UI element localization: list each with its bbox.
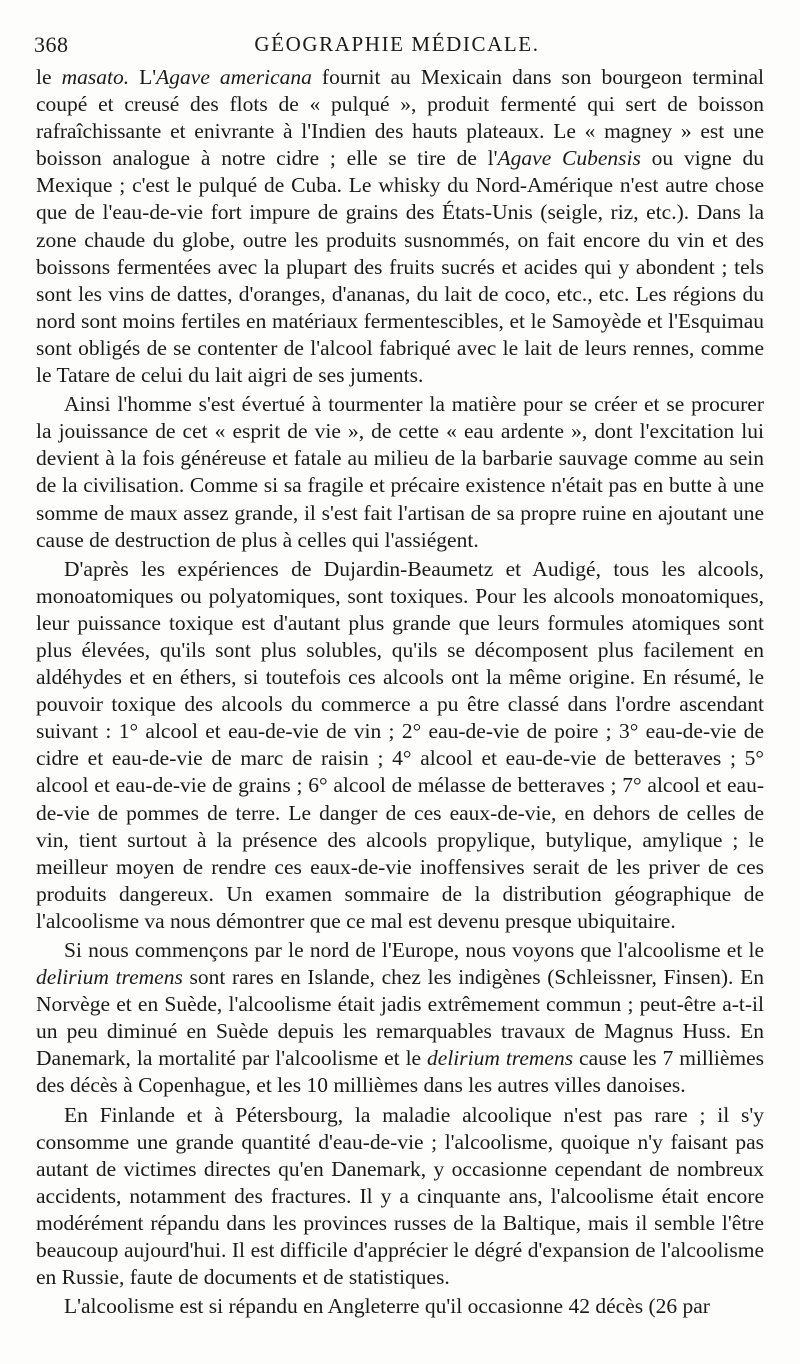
running-head xyxy=(34,30,760,58)
text-run: L' xyxy=(129,65,157,89)
text-run: sont rares en Islande, chez les indigènes (Schleissner, Finsen). En Norvège et en Suède, l'alcoolisme était jadis extrêmement commun ; peut-être a-t-il un peu diminué en Suède depuis les remarquables travaux de Magnus Huss. En Danemark, la mortalité par l'alcoolisme et le xyxy=(36,965,764,1071)
paragraph xyxy=(36,1102,764,1292)
text-run: Ainsi l'homme s'est évertué à tourmenter la matière pour se créer et se procurer la jouissance de cet « esprit de vie », de cette « eau ardente », dont l'excitation lui devient à la fois généreuse et fatale au milieu de la barbarie sauvage comme au sein de la civilisation. Comme si sa fragile et précaire existence n'était pas en butte à une somme de maux assez grande, il s'est fait l'artisan de sa propre ruine en ajoutant une cause de destruction de plus à celles qui l'assiégent. xyxy=(36,392,764,552)
text-run: cause les 7 millièmes des décès à Copenhague, et les 10 millièmes dans les autres villes danoises. xyxy=(36,1046,764,1098)
paragraph xyxy=(36,937,764,1100)
text-run: L'alcoolisme est si répandu en Angleterre qu'il occasionne 42 décès (26 par xyxy=(64,1294,710,1319)
italic-term: delirium tremens xyxy=(427,1046,574,1071)
running-title: GÉOGRAPHIE MÉDICALE. xyxy=(254,32,540,56)
paragraph xyxy=(36,64,764,389)
text-run: D'après les expériences de Dujardin-Beaumetz et Audigé, tous les alcools, monoatomiques ou polyatomiques, sont toxiques. Pour les alcools monoatomiques, leur puissance toxique est d'autant plus grande que leurs formules atomiques sont plus élevées, qu'ils sont plus solubles, qu'ils se décomposent plus facilement en aldéhydes et en éthers, si toutefois ces alcools ont la même origine. En résumé, le pouvoir toxique des alcools du commerce a pu être classé dans l'ordre ascendant suivant : 1° alcool et eau-de-vie de vin ; 2° eau-de-vie de poire ; 3° eau-de-vie de cidre et eau-de-vie de marc de raisin ; 4° alcool et eau-de-vie de betteraves ; 5° alcool et eau-de-vie de grains ; 6° alcool de mélasse de betteraves ; 7° alcool et eau-de-vie de pommes de terre. Le danger de ces eaux-de-vie, en dehors de celles de vin, tient surtout à la présence des alcools propylique, butylique, amylique ; le meilleur moyen de rendre ces eaux-de-vie inoffensives serait de les priver de ces produits dangereux. Un examen sommaire de la distribution géographique de l'alcoolisme va nous démontrer que ce mal est devenu presque ubiquitaire. xyxy=(36,556,764,933)
italic-term: Agave Cubensis xyxy=(497,146,641,171)
text-run: ou vigne du Mexique ; c'est le pulqué de Cuba. Le whisky du Nord-Amérique n'est autre chose que de l'eau-de-vie fort impure de grains des États-Unis (seigle, riz, etc.). Dans la zone chaude du globe, outre les produits susnommés, on fait encore du vin et des boissons fermentées avec la plupart des fruits sucrés et acides qui y abondent ; tels sont les vins de dattes, d'oranges, d'ananas, du lait de coco, etc., etc. Les régions du nord sont moins fertiles en matériaux fermentescibles, et le Samoyède et l'Esquimau sont obligés de se contenter de l'alcool fabriqué avec le lait de leurs rennes, comme le Tatare de celui du lait aigri de ses juments. xyxy=(36,146,764,388)
paragraph xyxy=(36,556,764,935)
paragraph xyxy=(36,1293,764,1320)
italic-term: delirium tremens xyxy=(36,965,183,990)
text-run: En Finlande et à Pétersbourg, la maladie alcoolique n'est pas rare ; il s'y consomme une grande quantité d'eau-de-vie ; l'alcoolisme, quoique n'y faisant pas autant de victimes directes qu'en Danemark, y occasionne cependant de nombreux accidents, notamment des fractures. Il y a cinquante ans, l'alcoolisme était encore modérément répandu dans les provinces russes de la Baltique, mais il semble l'être beaucoup aujourd'hui. Il est difficile d'apprécier le dégré d'expansion de l'alcoolisme en Russie, faute de documents et de statistiques. xyxy=(36,1102,764,1290)
italic-term: masato. xyxy=(61,65,130,89)
body-text xyxy=(36,64,764,1320)
italic-term: Agave americana xyxy=(156,65,312,89)
text-run: le xyxy=(36,65,62,89)
text-run: fournit au Mexicain dans son bourgeon terminal coupé et creusé des flots de « pulqué », produit fermenté qui sert de boisson rafraîchissante et enivrante à l'Indien des hauts plateaux. Le « magney » est une boisson analogue à notre cidre ; elle se tire de l' xyxy=(36,65,764,171)
text-run: Si nous commençons par le nord de l'Europe, nous voyons que l'alcoolisme et le xyxy=(64,938,764,962)
page-number: 368 xyxy=(34,32,69,57)
paragraph xyxy=(36,391,764,554)
